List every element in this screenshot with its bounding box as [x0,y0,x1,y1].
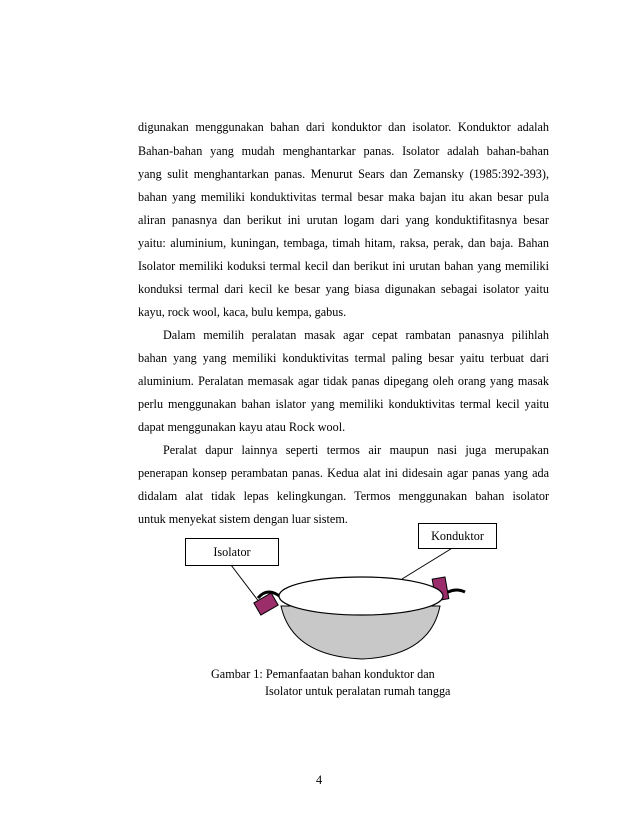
paragraph-3-line: untuk menyekat sistem dengan luar sistem. [138,512,348,526]
paragraph-3-line: penerapan konsep perambatan panas. Kedua alat ini didesain agar panas yang ada [138,466,549,480]
paragraph-1-line: aliran panasnya dan berikut ini urutan logam dari yang konduktifitasnya besar [138,213,549,227]
figure-caption-line1: Gambar 1: Pemanfaatan bahan konduktor dan [211,667,435,681]
paragraph-2-line: dapat menggunakan kayu atau Rock wool. [138,420,346,434]
paragraph-2-line: perlu menggunakan bahan islator yang memiliki konduktivitas termal kecil yaitu [138,397,549,411]
paragraph-1-line: yang sulit menghantarkan panas. Menurut Sears dan Zemansky (1985:392-393), [138,167,549,181]
paragraph-1-line: digunakan menggunakan bahan dari konduktor dan isolator. Konduktor adalah [138,120,549,134]
paragraph-3-line: didalam alat tidak lepas kelingkungan. Termos menggunakan bahan isolator [138,489,549,503]
left-handle-grip [254,593,278,615]
konduktor-label: Konduktor [418,523,497,549]
paragraph-2-line: bahan yang yang memiliki konduktivitas termal paling besar yaitu terbuat dari [138,351,549,365]
isolator-label: Isolator [185,538,279,566]
paragraph-2-line: aluminium. Peralatan memasak agar tidak panas dipegang oleh orang yang masak [138,374,549,388]
page-number: 4 [315,773,323,787]
paragraph-1-line: yaitu: aluminium, kuningan, tembaga, timah hitam, raksa, perak, dan baja. Bahan [138,236,549,250]
konduktor-pointer-line [402,547,454,579]
paragraph-1-line: Bahan-bahan yang mudah menghantarkar panas. Isolator adalah bahan-bahan [138,144,549,158]
paragraph-1-line: Isolator memiliki koduksi termal kecil dan berikut ini urutan bahan yang memiliki [138,259,549,273]
paragraph-1-line: kayu, rock wool, kaca, bulu kempa, gabus. [138,305,347,319]
wok-rim [279,577,443,615]
paragraph-1-line: bahan yang memiliki konduktivitas termal besar maka bajan itu akan besar pula [138,190,549,204]
paragraph-3-line: Peralat dapur lainnya seperti termos air maupun nasi juga merupakan [163,443,549,457]
figure-caption-line2: Isolator untuk peralatan rumah tangga [265,684,451,698]
paragraph-1-line: konduksi termal dari kecil ke besar yang biasa digunakan sebagai isolator yaitu [138,282,549,296]
paragraph-2-line: Dalam memilih peralatan masak agar cepat rambatan panasnya pilihlah [163,328,549,342]
